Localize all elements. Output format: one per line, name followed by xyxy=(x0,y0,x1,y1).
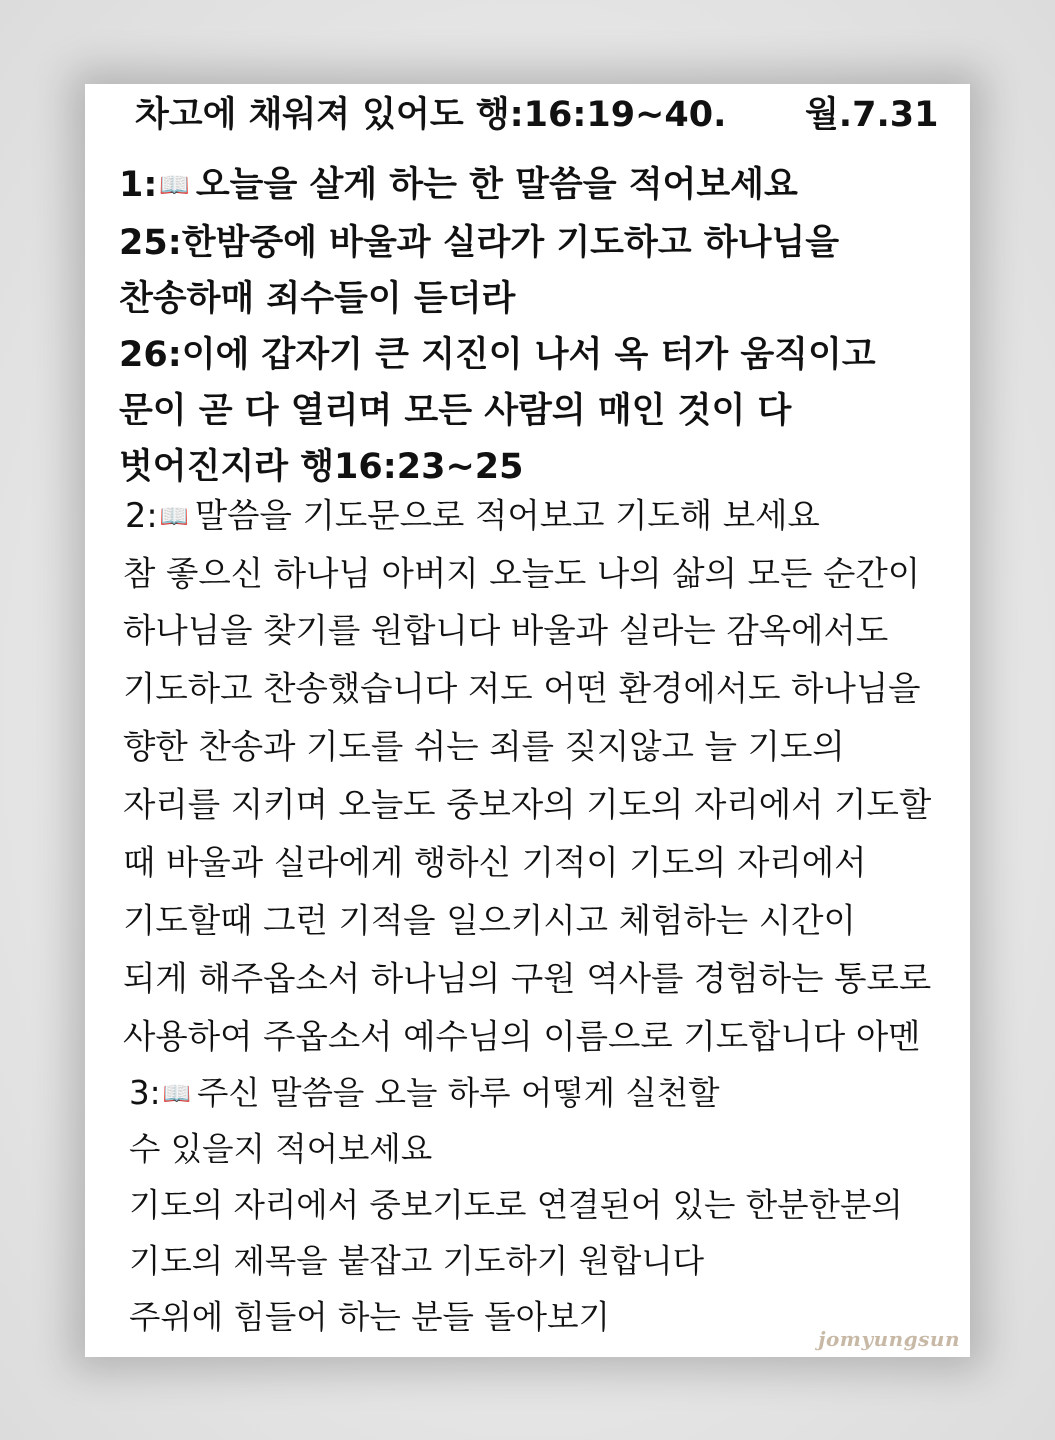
prayer-line: 참 좋으신 하나님 아버지 오늘도 나의 삶의 모든 순간이 xyxy=(123,554,921,593)
prayer-line: 사용하여 주옵소서 예수님의 이름으로 기도합니다 아멘 xyxy=(123,1017,921,1056)
section1-number: 1: xyxy=(119,165,158,205)
open-book-icon: 📖 xyxy=(159,170,190,199)
section3-number: 3: xyxy=(129,1074,161,1112)
devotional-note-card xyxy=(85,84,970,1357)
prayer-line: 기도하고 찬송했습니다 저도 어떤 환경에서도 하나님을 xyxy=(123,669,921,708)
prayer-line: 기도할때 그런 기적을 일으키시고 체험하는 시간이 xyxy=(123,901,856,940)
section1-verse-line: 26:이에 갑자기 큰 지진이 나서 옥 터가 움직이고 xyxy=(119,335,876,375)
section1-verse-line: 찬송하매 죄수들이 듣더라 xyxy=(119,279,516,319)
practice-line: 기도의 제목을 붙잡고 기도하기 원합니다 xyxy=(129,1242,705,1280)
section1-heading-text: 오늘을 살게 하는 한 말씀을 적어보세요 xyxy=(195,165,798,205)
note-title: 차고에 채워져 있어도 행:16:19~40. xyxy=(135,95,727,135)
section2-number: 2: xyxy=(125,496,158,535)
section1-verse-line: 문이 곧 다 열리며 모든 사람의 매인 것이 다 xyxy=(119,391,792,431)
prayer-line: 하나님을 찾기를 원합니다 바울과 실라는 감옥에서도 xyxy=(123,611,889,650)
section3-heading-text: 주신 말씀을 오늘 하루 어떻게 실천할 xyxy=(196,1074,720,1112)
open-book-icon: 📖 xyxy=(162,1081,191,1107)
section1-heading xyxy=(119,165,798,205)
section3-heading-line2: 수 있을지 적어보세요 xyxy=(129,1130,433,1168)
section1-verse-line: 벗어진지라 행16:23~25 xyxy=(119,447,524,487)
practice-line: 기도의 자리에서 중보기도로 연결된어 있는 한분한분의 xyxy=(129,1186,903,1224)
section2-heading xyxy=(125,496,820,535)
section3-heading xyxy=(129,1074,720,1112)
prayer-line: 자리를 지키며 오늘도 중보자의 기도의 자리에서 기도할 xyxy=(123,785,932,824)
author-watermark: jomyungsun xyxy=(818,1327,960,1351)
prayer-line: 향한 찬송과 기도를 쉬는 죄를 짖지않고 늘 기도의 xyxy=(123,727,845,766)
note-date: 월.7.31 xyxy=(805,95,939,135)
open-book-icon: 📖 xyxy=(159,502,189,530)
prayer-line: 때 바울과 실라에게 행하신 기적이 기도의 자리에서 xyxy=(123,843,867,882)
practice-line: 주위에 힘들어 하는 분들 돌아보기 xyxy=(129,1298,610,1336)
prayer-line: 되게 해주옵소서 하나님의 구원 역사를 경험하는 통로로 xyxy=(123,959,932,998)
section1-verse-line: 25:한밤중에 바울과 실라가 기도하고 하나님을 xyxy=(119,223,840,263)
section2-heading-text: 말씀을 기도문으로 적어보고 기도해 보세요 xyxy=(194,496,820,535)
